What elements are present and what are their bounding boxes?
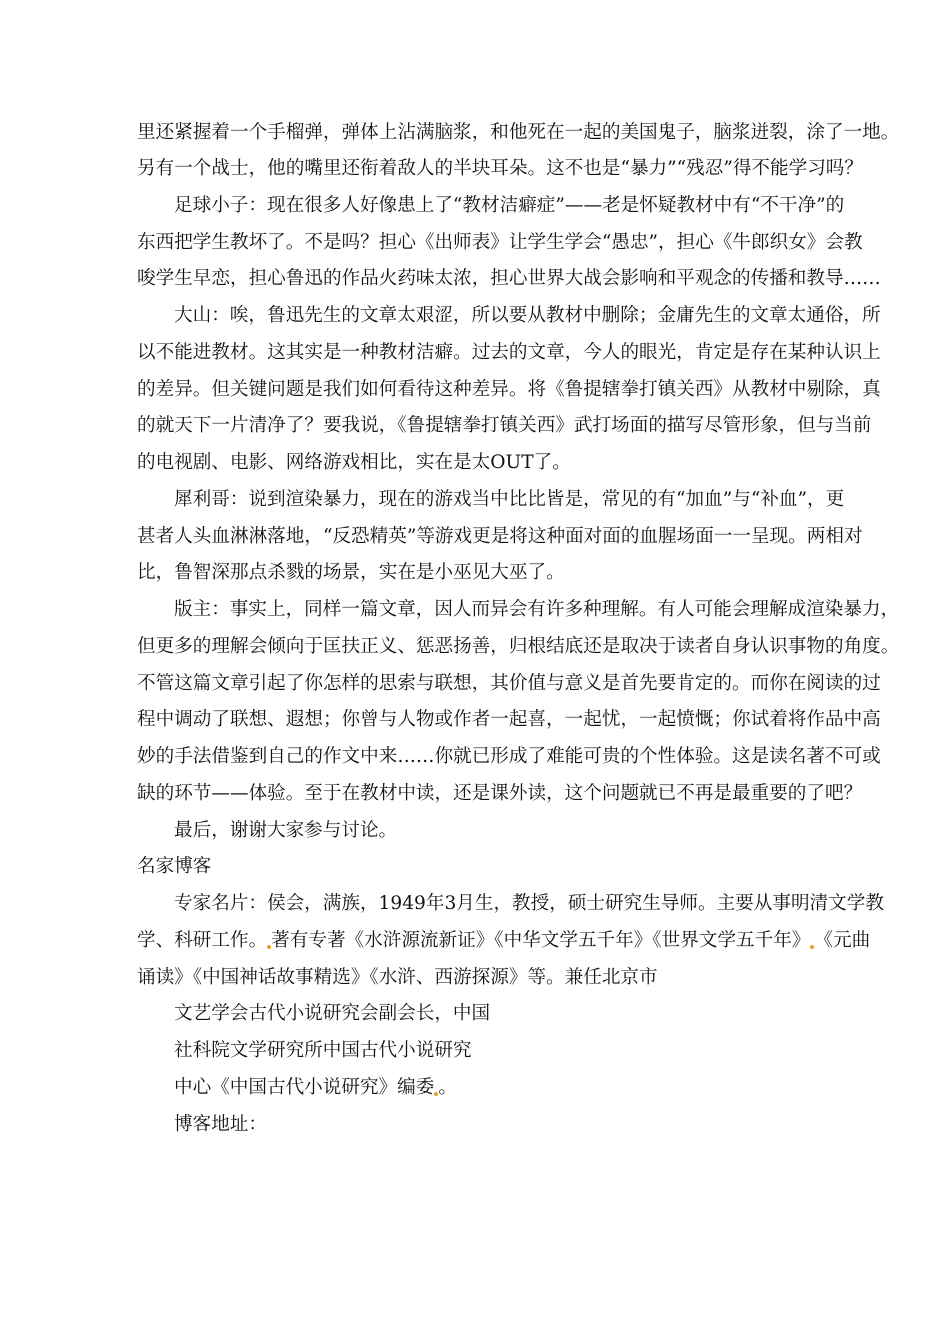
expert-card-line: [137, 926, 871, 956]
expert-card-line: 文艺学会古代小说研究会副会长，中国: [174, 1003, 491, 1024]
paragraph-line: 甚者人头血淋淋落地，“反恐精英”等游戏更是将这种面对面的血腥场面一一呈现。两相对: [137, 526, 863, 547]
paragraph-line: 另有一个战士，他的嘴里还衔着敌人的半块耳朵。这不也是“暴力”“残忍”得不能学习吗？: [137, 158, 863, 179]
paragraph-line: 但更多的理解会倾向于匡扶正义、惩恶扬善，归根结底还是取决于读者自身认识事物的角度。: [137, 636, 900, 657]
expert-card-line: 专家名片：侯会，满族，1949年3月生，教授，硕士研究生导师。主要从事明清文学教: [174, 893, 884, 914]
paragraph-line: 程中调动了联想、遐想；你曾与人物或作者一起喜，一起忧，一起愤慨；你试着将作品中高: [137, 709, 881, 730]
section-heading: 名家博客: [137, 856, 212, 877]
expert-card-text: 。: [438, 1077, 457, 1098]
paragraph-line: 的电视剧、电影、网络游戏相比，实在是太OUT了。: [137, 452, 571, 473]
expert-card-text: 《元曲: [814, 930, 871, 951]
paragraph-line: 犀利哥：说到渲染暴力，现在的游戏当中比比皆是，常见的有“加血”与“补血”，更: [174, 489, 845, 510]
expert-card-text: 学、科研工作。: [137, 930, 268, 951]
paragraph-line: 唆学生早恋，担心鲁迅的作品火药味太浓，担心世界大战会影响和平观念的传播和教导……: [137, 268, 881, 289]
paragraph-line: 版主：事实上，同样一篇文章，因人而异会有许多种理解。有人可能会理解成渲染暴力，: [174, 599, 900, 620]
paragraph-line: 足球小子：现在很多人好像患上了“教材洁癖症”——老是怀疑教材中有“不干净”的: [174, 195, 845, 216]
expert-card-text: 中心《中国古代小说研究》编委: [174, 1077, 435, 1098]
closing-line: 最后，谢谢大家参与讨论。: [174, 820, 398, 841]
paragraph-line: 大山：唉，鲁迅先生的文章太艰涩，所以要从教材中删除；金庸先生的文章太通俗，所: [174, 305, 881, 326]
paragraph-line: 东西把学生教坏了。不是吗？担心《出师表》让学生学会“愚忠”，担心《牛郎织女》会教: [137, 232, 863, 253]
paragraph-line: 妙的手法借鉴到自己的作文中来……你就已形成了难能可贵的个性体验。这是读名著不可或: [137, 746, 881, 767]
paragraph-line: 的差异。但关键问题是我们如何看待这种差异。将《鲁提辖拳打镇关西》从教材中剔除，真: [137, 379, 881, 400]
paragraph-line: 缺的环节——体验。至于在教材中读，还是课外读，这个问题就已不再是最重要的了吧？: [137, 783, 863, 804]
expert-card-line: [174, 1073, 457, 1103]
paragraph-line: 以不能进教材。这其实是一种教材洁癖。过去的文章，今人的眼光，肯定是存在某种认识上: [137, 342, 881, 363]
expert-card-line: 诵读》《中国神话故事精选》《水浒、西游探源》等。兼任北京市: [137, 967, 658, 988]
blog-address-label: 博客地址：: [174, 1114, 267, 1135]
paragraph-line: 的就天下一片清净了？要我说，《鲁提辖拳打镇关西》武打场面的描写尽管形象，但与当前: [137, 415, 872, 436]
paragraph-line: 比，鲁智深那点杀戮的场景，实在是小巫见大巫了。: [137, 562, 565, 583]
expert-card-line: 社科院文学研究所中国古代小说研究: [174, 1040, 472, 1061]
expert-card-text: 著有专著《水浒源流新证》《中华文学五千年》《世界文学五千年》: [271, 930, 811, 951]
paragraph-line: 不管这篇文章引起了你怎样的思索与联想，其价值与意义是首先要肯定的。而你在阅读的过: [137, 673, 881, 694]
paragraph-line: 里还紧握着一个手榴弹，弹体上沾满脑浆，和他死在一起的美国鬼子，脑浆迸裂，涂了一地。: [137, 122, 900, 143]
